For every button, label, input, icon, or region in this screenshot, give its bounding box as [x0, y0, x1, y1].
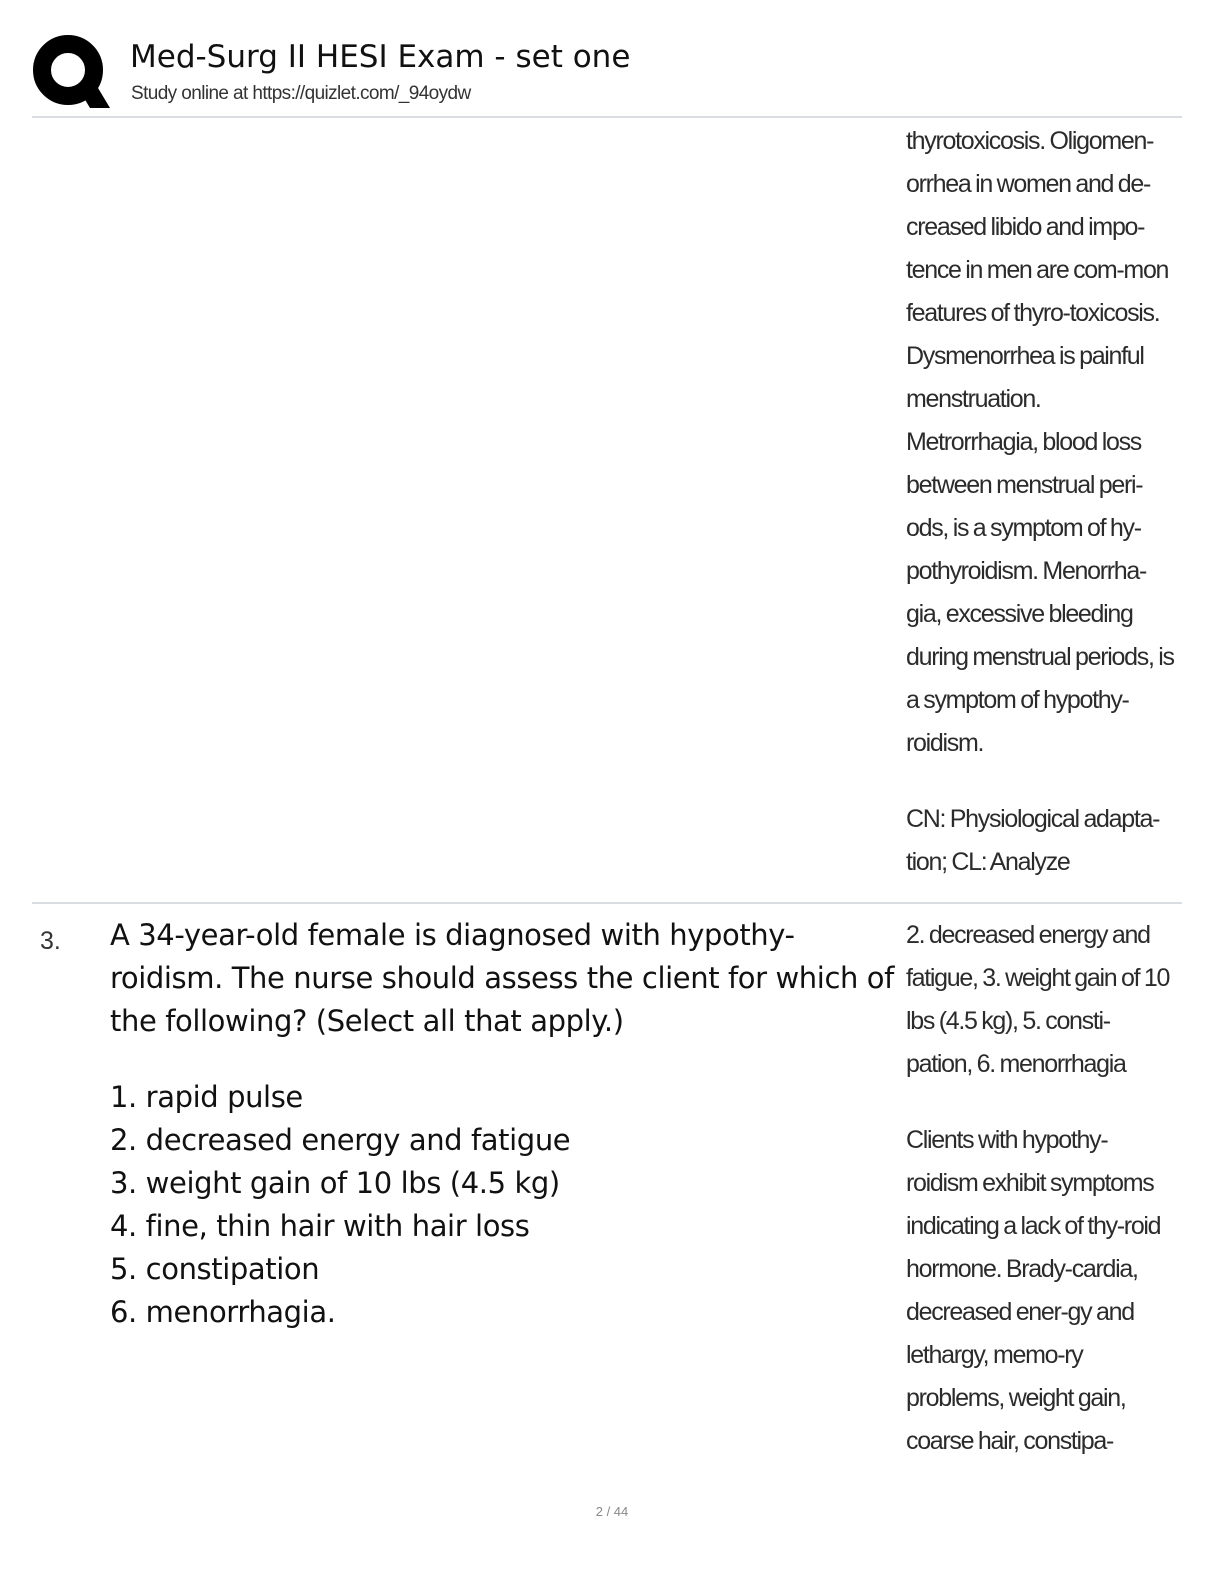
page-header — [32, 30, 1182, 118]
page-number: 2 / 44 — [595, 1504, 629, 1519]
option-item: 2. decreased energy and fatigue — [110, 1123, 571, 1157]
answer-rationale: Clients with hypothy-roidism exhibit symptoms indicating a lack of thy-roid hormone. Brady-cardia, decreased ener-gy and lethargy, memo-ry problems, weight gain, coarse hair, constipa- — [906, 1126, 1161, 1455]
option-item: 1. rapid pulse — [110, 1080, 303, 1114]
question-stem: A 34-year-old female is diagnosed with hypothy-roidism. The nurse should assess the client for which of the following? (Select all that apply.) — [110, 918, 894, 1038]
header-divider — [32, 116, 1182, 118]
study-online-link[interactable]: Study online at https://quizlet.com/_94oydw — [131, 83, 471, 104]
option-item: 5. constipation — [110, 1252, 320, 1286]
question-body — [110, 914, 900, 1334]
option-item: 3. weight gain of 10 lbs (4.5 kg) — [110, 1166, 560, 1200]
card-divider — [32, 902, 1182, 904]
question-number: 3. — [40, 927, 61, 955]
option-item: 6. menorrhagia. — [110, 1295, 336, 1329]
option-item: 4. fine, thin hair with hair loss — [110, 1209, 530, 1243]
option-list — [110, 1076, 900, 1334]
previous-answer-explanation: thyrotoxicosis. Oligomen-orrhea in women and de-creased libido and impo-tence in men are com-mon features of thyro-toxicosis. Dysmenorrhea is painful menstruation. Metrorrhagia, blood loss between menstrual peri-ods, is a symptom of hy-pothyroidism. Menorrha-gia, excessive bleeding during menstrual periods, is a symptom of hypothy-roidism. — [906, 127, 1174, 757]
document-title: Med-Surg II HESI Exam - set one — [130, 39, 631, 75]
quizlet-logo-icon — [32, 34, 110, 112]
answer-column — [906, 914, 1174, 1463]
previous-answer-classification: CN: Physiological adapta-tion; CL: Analyze — [906, 805, 1160, 876]
correct-answers: 2. decreased energy and fatigue, 3. weight gain of 10 lbs (4.5 kg), 5. consti-pation, 6. menorrhagia — [906, 921, 1170, 1078]
previous-answer-continuation — [906, 120, 1174, 884]
